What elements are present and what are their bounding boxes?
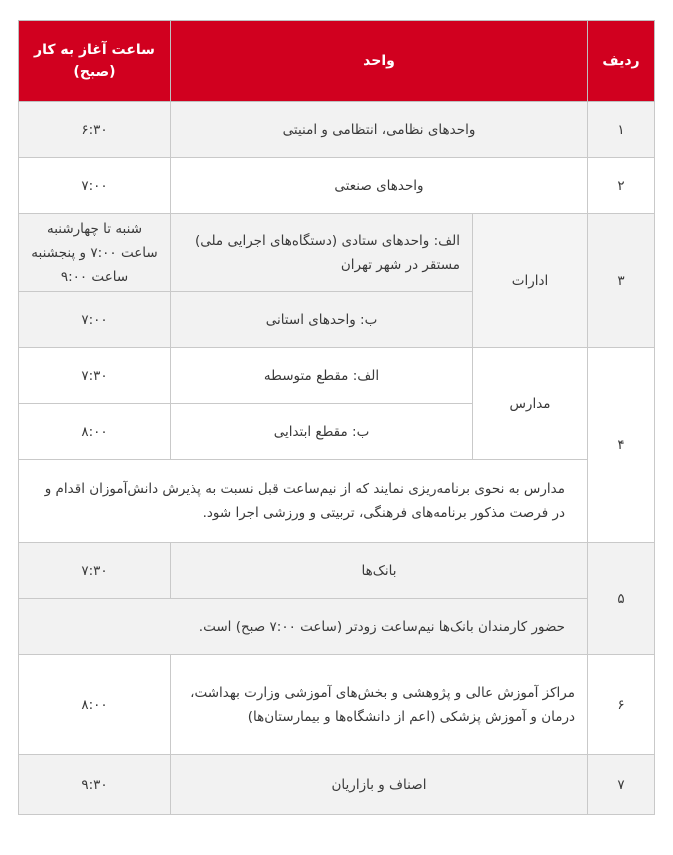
- unit-cell: الف: واحدهای ستادی (دستگاه‌های اجرایی ملی) مستقر در شهر تهران: [171, 214, 473, 292]
- table-row: [19, 348, 655, 404]
- time-cell: شنبه تا چهارشنبه ساعت ۷:۰۰ و پنجشنبه ساعت ۹:۰۰: [19, 214, 171, 292]
- time-cell: ۷:۰۰: [19, 292, 171, 348]
- unit-cell: ب: مقطع ابتدایی: [171, 404, 473, 460]
- unit-cell: بانک‌ها: [171, 543, 588, 599]
- unit-cell: اصناف و بازاریان: [171, 755, 588, 815]
- time-cell: ۷:۰۰: [19, 158, 171, 214]
- row-number: ۳: [588, 214, 655, 348]
- table-row: [19, 214, 655, 292]
- note-cell: حضور کارمندان بانک‌ها نیم‌ساعت زودتر (ساعت ۷:۰۰ صبح) است.: [19, 599, 588, 655]
- unit-cell: الف: مقطع متوسطه: [171, 348, 473, 404]
- table-row: [19, 460, 655, 543]
- table-row: [19, 543, 655, 599]
- unit-cell: واحدهای نظامی، انتظامی و امنیتی: [171, 102, 588, 158]
- row-number: ۱: [588, 102, 655, 158]
- time-cell: ۹:۳۰: [19, 755, 171, 815]
- row-number: ۴: [588, 348, 655, 543]
- row-number: ۲: [588, 158, 655, 214]
- table-row: [19, 102, 655, 158]
- header-unit: واحد: [171, 21, 588, 102]
- header-start-time: ساعت آغاز به کار (صبح): [19, 21, 171, 102]
- unit-cell: ب: واحدهای استانی: [171, 292, 473, 348]
- table-row: [19, 599, 655, 655]
- group-cell: مدارس: [473, 348, 588, 460]
- table-row: [19, 755, 655, 815]
- table-header-row: [19, 21, 655, 102]
- time-cell: ۷:۳۰: [19, 543, 171, 599]
- table-row: [19, 158, 655, 214]
- time-cell: ۸:۰۰: [19, 404, 171, 460]
- time-cell: ۷:۳۰: [19, 348, 171, 404]
- unit-cell: واحدهای صنعتی: [171, 158, 588, 214]
- row-number: ۷: [588, 755, 655, 815]
- row-number: ۵: [588, 543, 655, 655]
- work-hours-table: [18, 20, 655, 815]
- group-cell: ادارات: [473, 214, 588, 348]
- table-row: [19, 655, 655, 755]
- time-cell: ۸:۰۰: [19, 655, 171, 755]
- time-cell: ۶:۳۰: [19, 102, 171, 158]
- row-number: ۶: [588, 655, 655, 755]
- note-cell: مدارس به نحوی برنامه‌ریزی نمایند که از نیم‌ساعت قبل نسبت به پذیرش دانش‌آموزان اقدام و در فرصت مذکور برنامه‌های فرهنگی، تربیتی و ورزشی اجرا شود.: [19, 460, 588, 543]
- header-row-number: ردیف: [588, 21, 655, 102]
- unit-cell: مراکز آموزش عالی و پژوهشی و بخش‌های آموزشی وزارت بهداشت، درمان و آموزش پزشکی (اعم از دانشگاه‌ها و بیمارستان‌ها): [171, 655, 588, 755]
